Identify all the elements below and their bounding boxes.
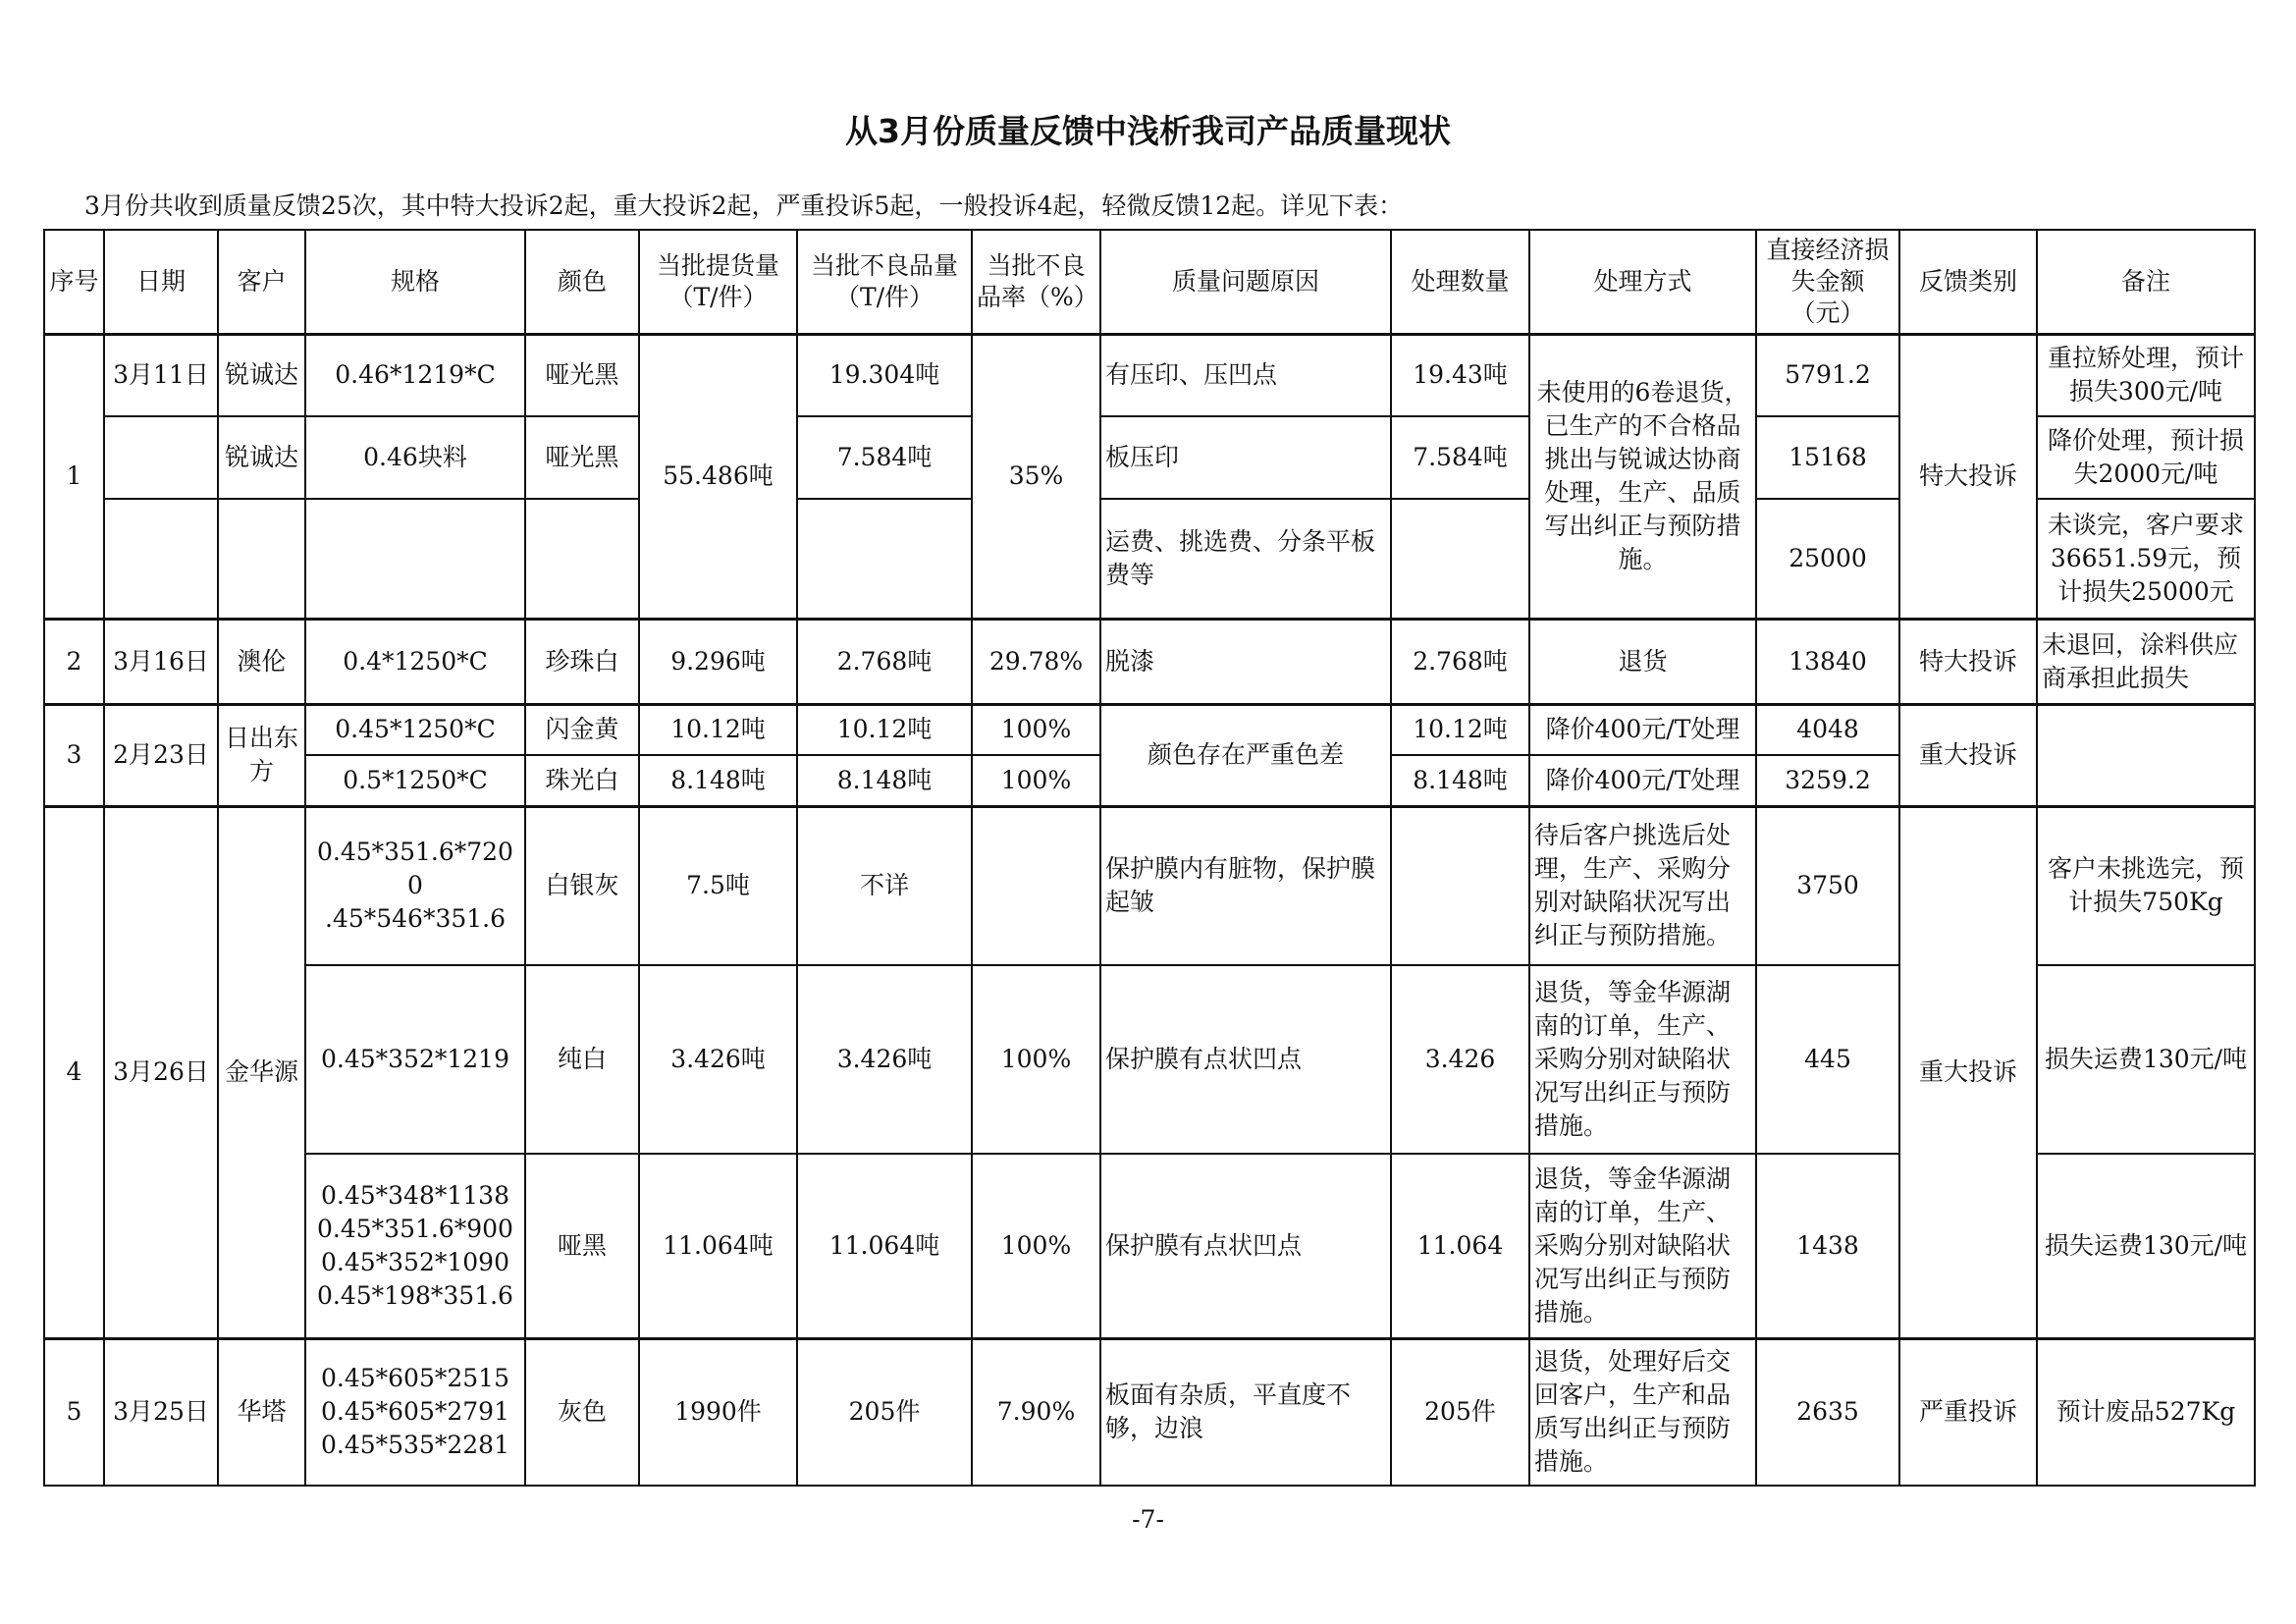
cell-handled-qty: 2.768吨 xyxy=(1391,619,1529,704)
cell-seq: 2 xyxy=(44,619,104,704)
cell-defect-rate: 100% xyxy=(972,965,1100,1154)
cell-defect-rate xyxy=(972,806,1100,965)
cell-spec: 0.46*1219*C xyxy=(305,334,525,416)
cell-color: 闪金黄 xyxy=(525,704,639,755)
cell-handled-qty xyxy=(1391,806,1529,965)
cell-defect-rate: 100% xyxy=(972,755,1100,806)
cell-date: 3月11日 xyxy=(104,334,218,416)
cell-batch-qty: 3.426吨 xyxy=(639,965,797,1154)
cell-color: 白银灰 xyxy=(525,806,639,965)
cell-method: 未使用的6卷退货，已生产的不合格品挑出与锐诚达协商处理，生产、品质写出纠正与预防措施。 xyxy=(1529,334,1756,619)
cell-spec xyxy=(305,499,525,619)
cell-batch-qty: 55.486吨 xyxy=(639,334,797,619)
cell-date: 2月23日 xyxy=(104,704,218,806)
table-row xyxy=(44,619,2255,704)
header-handled-qty: 处理数量 xyxy=(1391,230,1529,334)
cell-customer: 华塔 xyxy=(218,1338,305,1486)
header-defect-qty: 当批不良品量（T/件） xyxy=(797,230,972,334)
cell-cause: 保护膜有点状凹点 xyxy=(1100,1154,1391,1338)
cell-loss: 13840 xyxy=(1756,619,1899,704)
cell-method: 降价400元/T处理 xyxy=(1529,755,1756,806)
cell-date: 3月16日 xyxy=(104,619,218,704)
cell-loss: 2635 xyxy=(1756,1338,1899,1486)
cell-remark xyxy=(2037,704,2255,806)
cell-defect-qty: 11.064吨 xyxy=(797,1154,972,1338)
cell-cause: 板压印 xyxy=(1100,416,1391,499)
cell-spec: 0.46块料 xyxy=(305,416,525,499)
cell-defect-qty: 3.426吨 xyxy=(797,965,972,1154)
cell-remark: 未退回，涂料供应商承担此损失 xyxy=(2037,619,2255,704)
cell-color: 哑光黑 xyxy=(525,416,639,499)
header-defect-rate: 当批不良品率（%） xyxy=(972,230,1100,334)
cell-defect-qty: 205件 xyxy=(797,1338,972,1486)
cell-customer: 锐诚达 xyxy=(218,416,305,499)
cell-defect-qty: 10.12吨 xyxy=(797,704,972,755)
cell-customer: 澳伦 xyxy=(218,619,305,704)
cell-category: 重大投诉 xyxy=(1899,704,2037,806)
cell-method: 退货，处理好后交回客户，生产和品质写出纠正与预防措施。 xyxy=(1529,1338,1756,1486)
cell-loss: 1438 xyxy=(1756,1154,1899,1338)
cell-color: 哑黑 xyxy=(525,1154,639,1338)
cell-batch-qty: 1990件 xyxy=(639,1338,797,1486)
cell-method: 降价400元/T处理 xyxy=(1529,704,1756,755)
cell-batch-qty: 11.064吨 xyxy=(639,1154,797,1338)
cell-defect-rate: 100% xyxy=(972,1154,1100,1338)
cell-remark: 损失运费130元/吨 xyxy=(2037,1154,2255,1338)
cell-cause: 保护膜内有脏物，保护膜起皱 xyxy=(1100,806,1391,965)
cell-category: 重大投诉 xyxy=(1899,806,2037,1338)
cell-handled-qty: 205件 xyxy=(1391,1338,1529,1486)
header-spec: 规格 xyxy=(305,230,525,334)
header-loss: 直接经济损失金额（元） xyxy=(1756,230,1899,334)
cell-defect-qty: 19.304吨 xyxy=(797,334,972,416)
cell-loss: 25000 xyxy=(1756,499,1899,619)
cell-color xyxy=(525,499,639,619)
header-row xyxy=(44,230,2255,334)
table-row xyxy=(44,806,2255,965)
cell-remark: 重拉矫处理，预计损失300元/吨 xyxy=(2037,334,2255,416)
cell-loss: 5791.2 xyxy=(1756,334,1899,416)
page-number: -7- xyxy=(1132,1505,1164,1534)
cell-defect-qty: 8.148吨 xyxy=(797,755,972,806)
cell-color: 纯白 xyxy=(525,965,639,1154)
cell-defect-rate: 29.78% xyxy=(972,619,1100,704)
cell-defect-rate: 7.90% xyxy=(972,1338,1100,1486)
cell-seq: 3 xyxy=(44,704,104,806)
cell-remark: 降价处理，预计损失2000元/吨 xyxy=(2037,416,2255,499)
table-row xyxy=(44,1338,2255,1486)
cell-loss: 15168 xyxy=(1756,416,1899,499)
cell-method: 退货 xyxy=(1529,619,1756,704)
cell-handled-qty: 7.584吨 xyxy=(1391,416,1529,499)
cell-batch-qty: 10.12吨 xyxy=(639,704,797,755)
table-row xyxy=(44,704,2255,755)
cell-spec: 0.45*348*1138 0.45*351.6*900 0.45*352*1090 0.45*198*351.6 xyxy=(305,1154,525,1338)
cell-defect-qty xyxy=(797,499,972,619)
cell-cause: 板面有杂质，平直度不够，边浪 xyxy=(1100,1338,1391,1486)
cell-date: 3月25日 xyxy=(104,1338,218,1486)
cell-batch-qty: 7.5吨 xyxy=(639,806,797,965)
cell-cause: 有压印、压凹点 xyxy=(1100,334,1391,416)
cell-customer xyxy=(218,499,305,619)
cell-remark: 未谈完，客户要求36651.59元，预计损失25000元 xyxy=(2037,499,2255,619)
header-color: 颜色 xyxy=(525,230,639,334)
cell-color: 灰色 xyxy=(525,1338,639,1486)
cell-cause: 颜色存在严重色差 xyxy=(1100,704,1391,806)
header-cause: 质量问题原因 xyxy=(1100,230,1391,334)
cell-remark: 预计废品527Kg xyxy=(2037,1338,2255,1486)
quality-feedback-table xyxy=(43,229,2256,1487)
cell-batch-qty: 9.296吨 xyxy=(639,619,797,704)
header-method: 处理方式 xyxy=(1529,230,1756,334)
cell-cause: 脱漆 xyxy=(1100,619,1391,704)
cell-loss: 3750 xyxy=(1756,806,1899,965)
cell-handled-qty: 19.43吨 xyxy=(1391,334,1529,416)
cell-customer: 日出东方 xyxy=(218,704,305,806)
table-row xyxy=(44,334,2255,416)
cell-date xyxy=(104,499,218,619)
cell-spec: 0.45*605*2515 0.45*605*2791 0.45*535*2281 xyxy=(305,1338,525,1486)
cell-method: 待后客户挑选后处理，生产、采购分别对缺陷状况写出纠正与预防措施。 xyxy=(1529,806,1756,965)
cell-method: 退货，等金华源湖南的订单，生产、采购分别对缺陷状况写出纠正与预防措施。 xyxy=(1529,965,1756,1154)
cell-customer: 金华源 xyxy=(218,806,305,1338)
cell-defect-qty: 7.584吨 xyxy=(797,416,972,499)
cell-handled-qty xyxy=(1391,499,1529,619)
cell-defect-rate: 100% xyxy=(972,704,1100,755)
cell-seq: 1 xyxy=(44,334,104,619)
cell-cause: 运费、挑选费、分条平板费等 xyxy=(1100,499,1391,619)
cell-color: 珠光白 xyxy=(525,755,639,806)
cell-seq: 5 xyxy=(44,1338,104,1486)
header-customer: 客户 xyxy=(218,230,305,334)
cell-date xyxy=(104,416,218,499)
cell-handled-qty: 3.426 xyxy=(1391,965,1529,1154)
header-batch-qty: 当批提货量（T/件） xyxy=(639,230,797,334)
cell-remark: 损失运费130元/吨 xyxy=(2037,965,2255,1154)
cell-defect-rate: 35% xyxy=(972,334,1100,619)
cell-defect-qty: 2.768吨 xyxy=(797,619,972,704)
cell-seq: 4 xyxy=(44,806,104,1338)
cell-loss: 3259.2 xyxy=(1756,755,1899,806)
cell-batch-qty: 8.148吨 xyxy=(639,755,797,806)
cell-customer: 锐诚达 xyxy=(218,334,305,416)
cell-handled-qty: 8.148吨 xyxy=(1391,755,1529,806)
header-seq: 序号 xyxy=(44,230,104,334)
cell-spec: 0.45*1250*C xyxy=(305,704,525,755)
header-category: 反馈类别 xyxy=(1899,230,2037,334)
cell-spec: 0.4*1250*C xyxy=(305,619,525,704)
cell-loss: 4048 xyxy=(1756,704,1899,755)
cell-handled-qty: 10.12吨 xyxy=(1391,704,1529,755)
cell-handled-qty: 11.064 xyxy=(1391,1154,1529,1338)
cell-method: 退货，等金华源湖南的订单，生产、采购分别对缺陷状况写出纠正与预防措施。 xyxy=(1529,1154,1756,1338)
cell-date: 3月26日 xyxy=(104,806,218,1338)
header-date: 日期 xyxy=(104,230,218,334)
cell-category: 严重投诉 xyxy=(1899,1338,2037,1486)
cell-remark: 客户未挑选完，预计损失750Kg xyxy=(2037,806,2255,965)
cell-spec: 0.45*352*1219 xyxy=(305,965,525,1154)
cell-category: 特大投诉 xyxy=(1899,334,2037,619)
cell-category: 特大投诉 xyxy=(1899,619,2037,704)
cell-cause: 保护膜有点状凹点 xyxy=(1100,965,1391,1154)
cell-spec: 0.5*1250*C xyxy=(305,755,525,806)
cell-loss: 445 xyxy=(1756,965,1899,1154)
intro-paragraph: 3月份共收到质量反馈25次，其中特大投诉2起，重大投诉2起，严重投诉5起，一般投诉4起，轻微反馈12起。详见下表： xyxy=(84,191,1404,220)
cell-color: 哑光黑 xyxy=(525,334,639,416)
cell-color: 珍珠白 xyxy=(525,619,639,704)
page-title: 从3月份质量反馈中浅析我司产品质量现状 xyxy=(845,112,1451,150)
header-remark: 备注 xyxy=(2037,230,2255,334)
cell-defect-qty: 不详 xyxy=(797,806,972,965)
cell-spec: 0.45*351.6*7200 .45*546*351.6 xyxy=(305,806,525,965)
